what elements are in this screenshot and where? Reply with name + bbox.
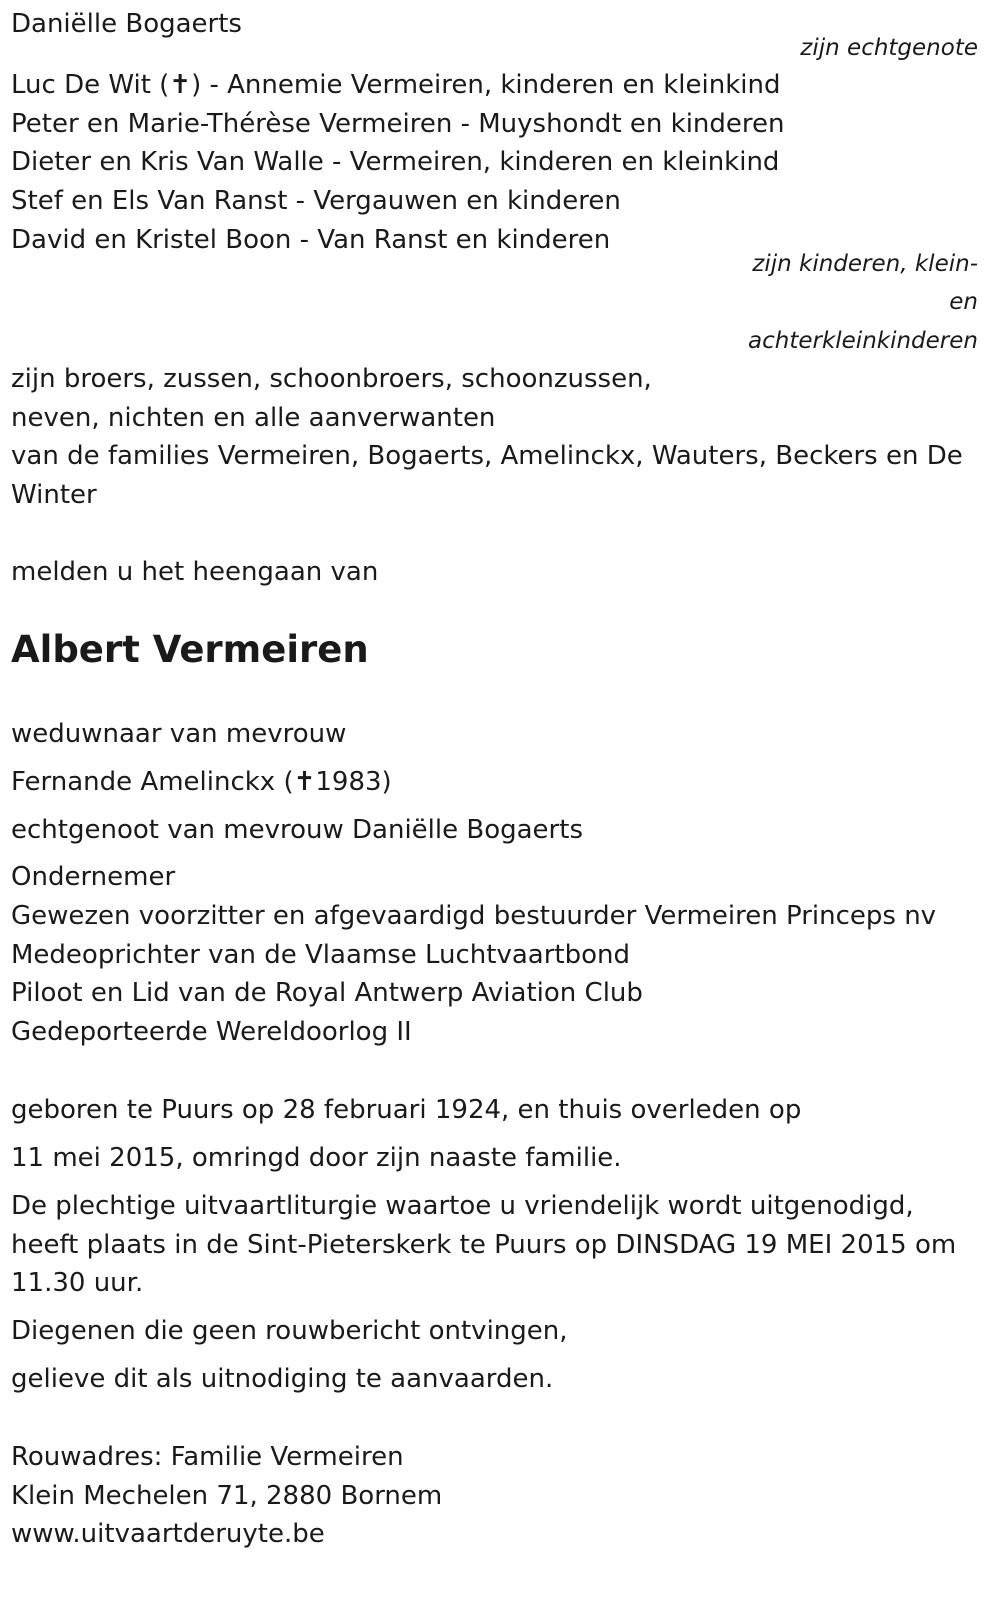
ceremony-line: heeft plaats in de Sint-Pieterskerk te Puurs op DINSDAG 19 MEI 2015 om: [11, 1230, 957, 1260]
website-link[interactable]: www.uitvaartderuyte.be: [11, 1519, 325, 1549]
late-wife-text: Fernande Amelinckx (✝1983): [11, 767, 392, 797]
career-line: Piloot en Lid van de Royal Antwerp Aviation Club: [11, 978, 643, 1008]
children-line: Luc De Wit (✝) - Annemie Vermeiren, kinderen en kleinkind: [11, 70, 781, 100]
widower-text: weduwnaar van mevrouw: [11, 719, 347, 749]
relatives-line: Winter: [11, 480, 97, 510]
career-line: Gedeporteerde Wereldoorlog II: [11, 1017, 412, 1047]
announce-text: melden u het heengaan van: [11, 557, 379, 587]
ceremony-line: 11.30 uur.: [11, 1268, 144, 1298]
invite-text: Diegenen die geen rouwbericht ontvingen,: [11, 1316, 568, 1346]
career-line: Gewezen voorzitter en afgevaardigd bestuurder Vermeiren Princeps nv: [11, 901, 937, 931]
children-role: achterkleinkinderen: [748, 328, 978, 354]
career-line: Ondernemer: [11, 862, 176, 892]
children-line: Stef en Els Van Ranst - Vergauwen en kinderen: [11, 186, 621, 216]
invite-text: gelieve dit als uitnodiging te aanvaarden.: [11, 1364, 554, 1394]
address-line: Klein Mechelen 71, 2880 Bornem: [11, 1481, 443, 1511]
children-line: Peter en Marie-Thérèse Vermeiren - Muyshondt en kinderen: [11, 109, 785, 139]
children-line: Dieter en Kris Van Walle - Vermeiren, kinderen en kleinkind: [11, 147, 780, 177]
children-role: zijn kinderen, klein-: [752, 251, 978, 277]
ceremony-line: De plechtige uitvaartliturgie waartoe u vriendelijk wordt uitgenodigd,: [11, 1191, 914, 1221]
address-line: Rouwadres: Familie Vermeiren: [11, 1442, 404, 1472]
relatives-line: zijn broers, zussen, schoonbroers, schoonzussen,: [11, 364, 652, 394]
deceased-name: Albert Vermeiren: [11, 628, 369, 671]
died-text: 11 mei 2015, omringd door zijn naaste familie.: [11, 1143, 622, 1173]
spouse-role: zijn echtgenote: [800, 35, 978, 61]
born-text: geboren te Puurs op 28 februari 1924, en thuis overleden op: [11, 1095, 802, 1125]
spouse-name: Daniëlle Bogaerts: [11, 9, 242, 39]
children-role: en: [949, 289, 978, 315]
spouse-text: echtgenoot van mevrouw Daniëlle Bogaerts: [11, 815, 583, 845]
children-line: David en Kristel Boon - Van Ranst en kinderen: [11, 225, 611, 255]
relatives-line: van de families Vermeiren, Bogaerts, Amelinckx, Wauters, Beckers en De: [11, 441, 963, 471]
career-line: Medeoprichter van de Vlaamse Luchtvaartbond: [11, 940, 631, 970]
relatives-line: neven, nichten en alle aanverwanten: [11, 403, 496, 433]
